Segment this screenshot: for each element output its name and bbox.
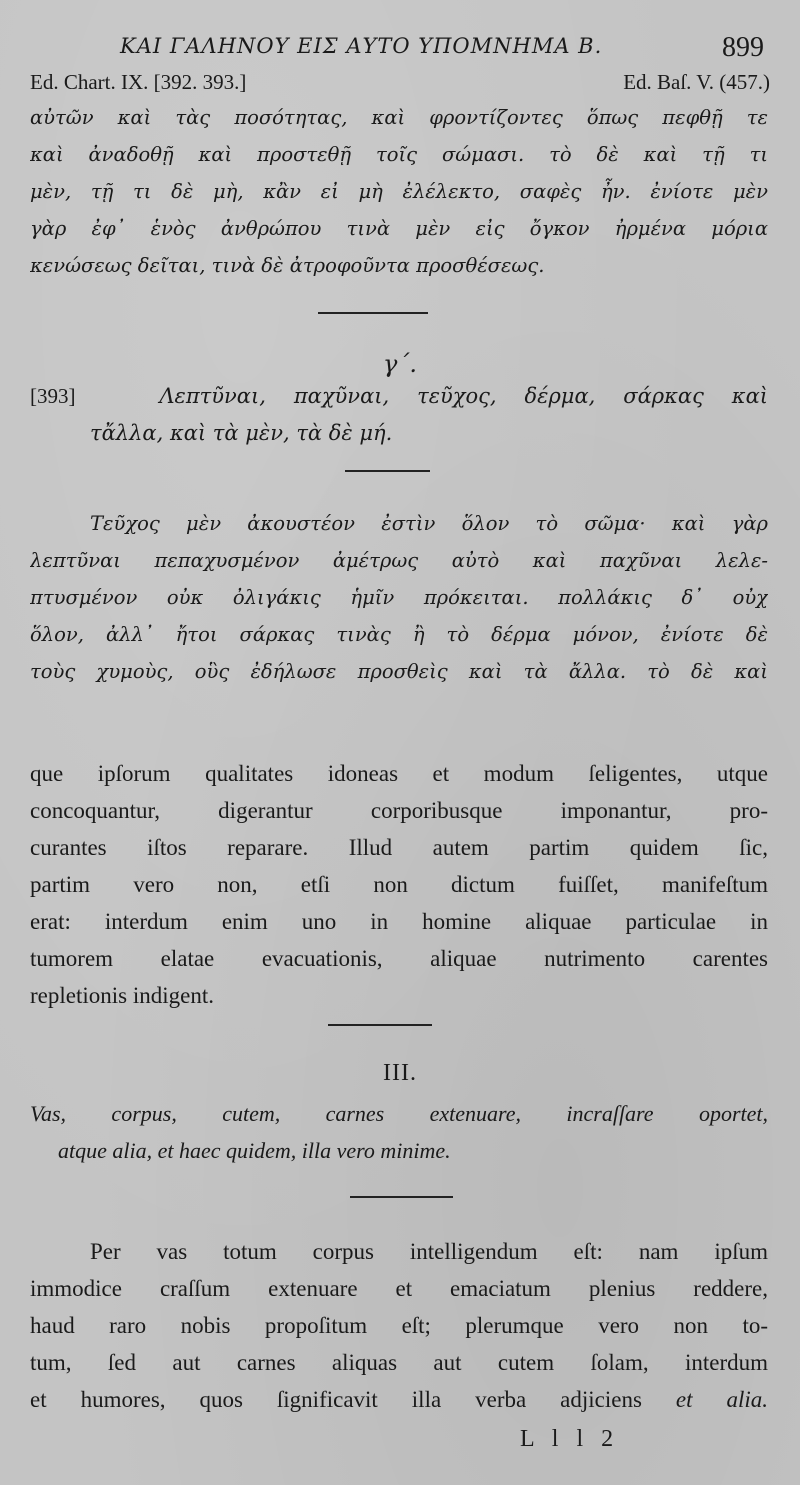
greek-commentary-line: Τεῦχος μὲν ἀκουστέον ἐστὶν ὅλον τὸ σῶμα· καὶ γὰρ — [90, 512, 768, 535]
greek-intro-line: αὐτῶν καὶ τὰς ποσότητας, καὶ φροντίζοντες ὅπως πεφθῇ τε — [30, 106, 768, 129]
latin-lemma-line: atque alia, et haec quidem, illa vero minime. — [58, 1138, 451, 1163]
greek-section-number-text: γ΄. — [383, 350, 417, 378]
latin-intro-line: curantes iſtos reparare. Illud autem partim quidem ſic, — [30, 835, 768, 860]
greek-intro-line: γὰρ ἐφ᾽ ἑνὸς ἀνθρώπου τινὰ μὲν εἰς ὄγκον ἠρμένα μόρια — [30, 217, 768, 240]
latin-intro-line: tumorem elatae evacuationis, aliquae nutrimento carentes — [30, 946, 768, 971]
latin-intro-line: repletionis indigent. — [30, 983, 214, 1008]
greek-intro-line: καὶ ἀναδοθῇ καὶ προστεθῇ τοῖς σώμασι. τὸ δὲ καὶ τῇ τι — [30, 143, 768, 166]
lemma-divider — [345, 470, 430, 472]
latin-commentary-line — [30, 1381, 768, 1418]
greek-lemma — [30, 378, 768, 452]
greek-lemma-line: τἄλλα, καὶ τὰ μὲν, τὰ δὲ μή. — [90, 421, 393, 445]
latin-lemma — [30, 1095, 768, 1169]
latin-commentary-text: et humores, quos ſignificavit illa verba adjiciens — [30, 1387, 642, 1412]
greek-commentary-line: τοὺς χυμοὺς, οὓς ἐδήλωσε προσθεὶς καὶ τὰ ἄλλα. τὸ δὲ καὶ — [30, 660, 768, 683]
chartier-page-ref: [393] — [30, 384, 76, 408]
latin-intro-line: concoquantur, digerantur corporibusque imponantur, pro- — [30, 798, 768, 823]
page-header — [30, 30, 770, 66]
edition-chartier: Ed. Chart. IX. [392. 393.] — [30, 70, 247, 94]
greek-commentary — [30, 505, 768, 690]
page-number: 899 — [722, 32, 764, 63]
running-title: ΚΑΙ ΓΑΛΗΝΟΥ ΕΙΣ ΑΥΤΟ ΥΠΟΜΝΗΜΑ Β. — [120, 34, 603, 58]
latin-lemma-divider — [350, 1196, 453, 1198]
latin-intro-line: que ipſorum qualitates idoneas et modum ſeligentes, utque — [30, 761, 768, 786]
edition-line — [30, 70, 770, 96]
latin-commentary-line: Per vas totum corpus intelligendum eſt: nam ipſum — [90, 1239, 768, 1264]
section-divider — [318, 312, 428, 314]
greek-lemma-line — [30, 378, 768, 415]
latin-section-number-text: III. — [383, 1060, 417, 1086]
latin-intro-paragraph — [30, 755, 768, 1014]
edition-basel: Ed. Baſ. V. (457.) — [623, 70, 770, 94]
greek-intro-line: μὲν, τῇ τι δὲ μὴ, κἂν εἰ μὴ ἐλέλεκτο, σαφὲς ἦν. ἐνίοτε μὲν — [30, 180, 768, 203]
latin-commentary-italic: et alia. — [675, 1387, 768, 1412]
latin-lemma-line: Vas, corpus, cutem, carnes extenuare, incraſſare oportet, — [30, 1101, 768, 1126]
latin-commentary — [30, 1233, 768, 1418]
latin-commentary-line: tum, ſed aut carnes aliquas aut cutem ſolam, interdum — [30, 1350, 768, 1375]
greek-lemma-text: Λεπτῦναι, παχῦναι, τεῦχος, δέρμα, σάρκας καὶ — [159, 384, 768, 408]
signature-mark: L l l 2 — [520, 1426, 620, 1452]
latin-section-number — [0, 1060, 800, 1087]
greek-commentary-line: πτυσμένον οὐκ ὀλιγάκις ἡμῖν πρόκειται. πολλάκις δ᾽ οὐχ — [30, 586, 768, 609]
greek-intro-line: κενώσεως δεῖται, τινὰ δὲ ἀτροφοῦντα προσθέσεως. — [30, 254, 545, 277]
latin-intro-line: erat: interdum enim uno in homine aliquae particulae in — [30, 909, 768, 934]
latin-commentary-line: immodice craſſum extenuare et emaciatum plenius reddere, — [30, 1276, 768, 1301]
latin-section-divider — [328, 1024, 432, 1026]
greek-commentary-line: ὅλον, ἀλλ᾽ ἤτοι σάρκας τινὰς ἢ τὸ δέρμα μόνον, ἐνίοτε δὲ — [30, 623, 768, 646]
latin-commentary-line: haud raro nobis propoſitum eſt; plerumque vero non to- — [30, 1313, 768, 1338]
greek-section-number — [0, 350, 800, 378]
greek-commentary-line: λεπτῦναι πεπαχυσμένον ἀμέτρως αὐτὸ καὶ παχῦναι λελε- — [30, 549, 768, 572]
greek-intro-paragraph — [30, 99, 768, 284]
latin-intro-line: partim vero non, etſi non dictum fuiſſet, manifeſtum — [30, 872, 768, 897]
